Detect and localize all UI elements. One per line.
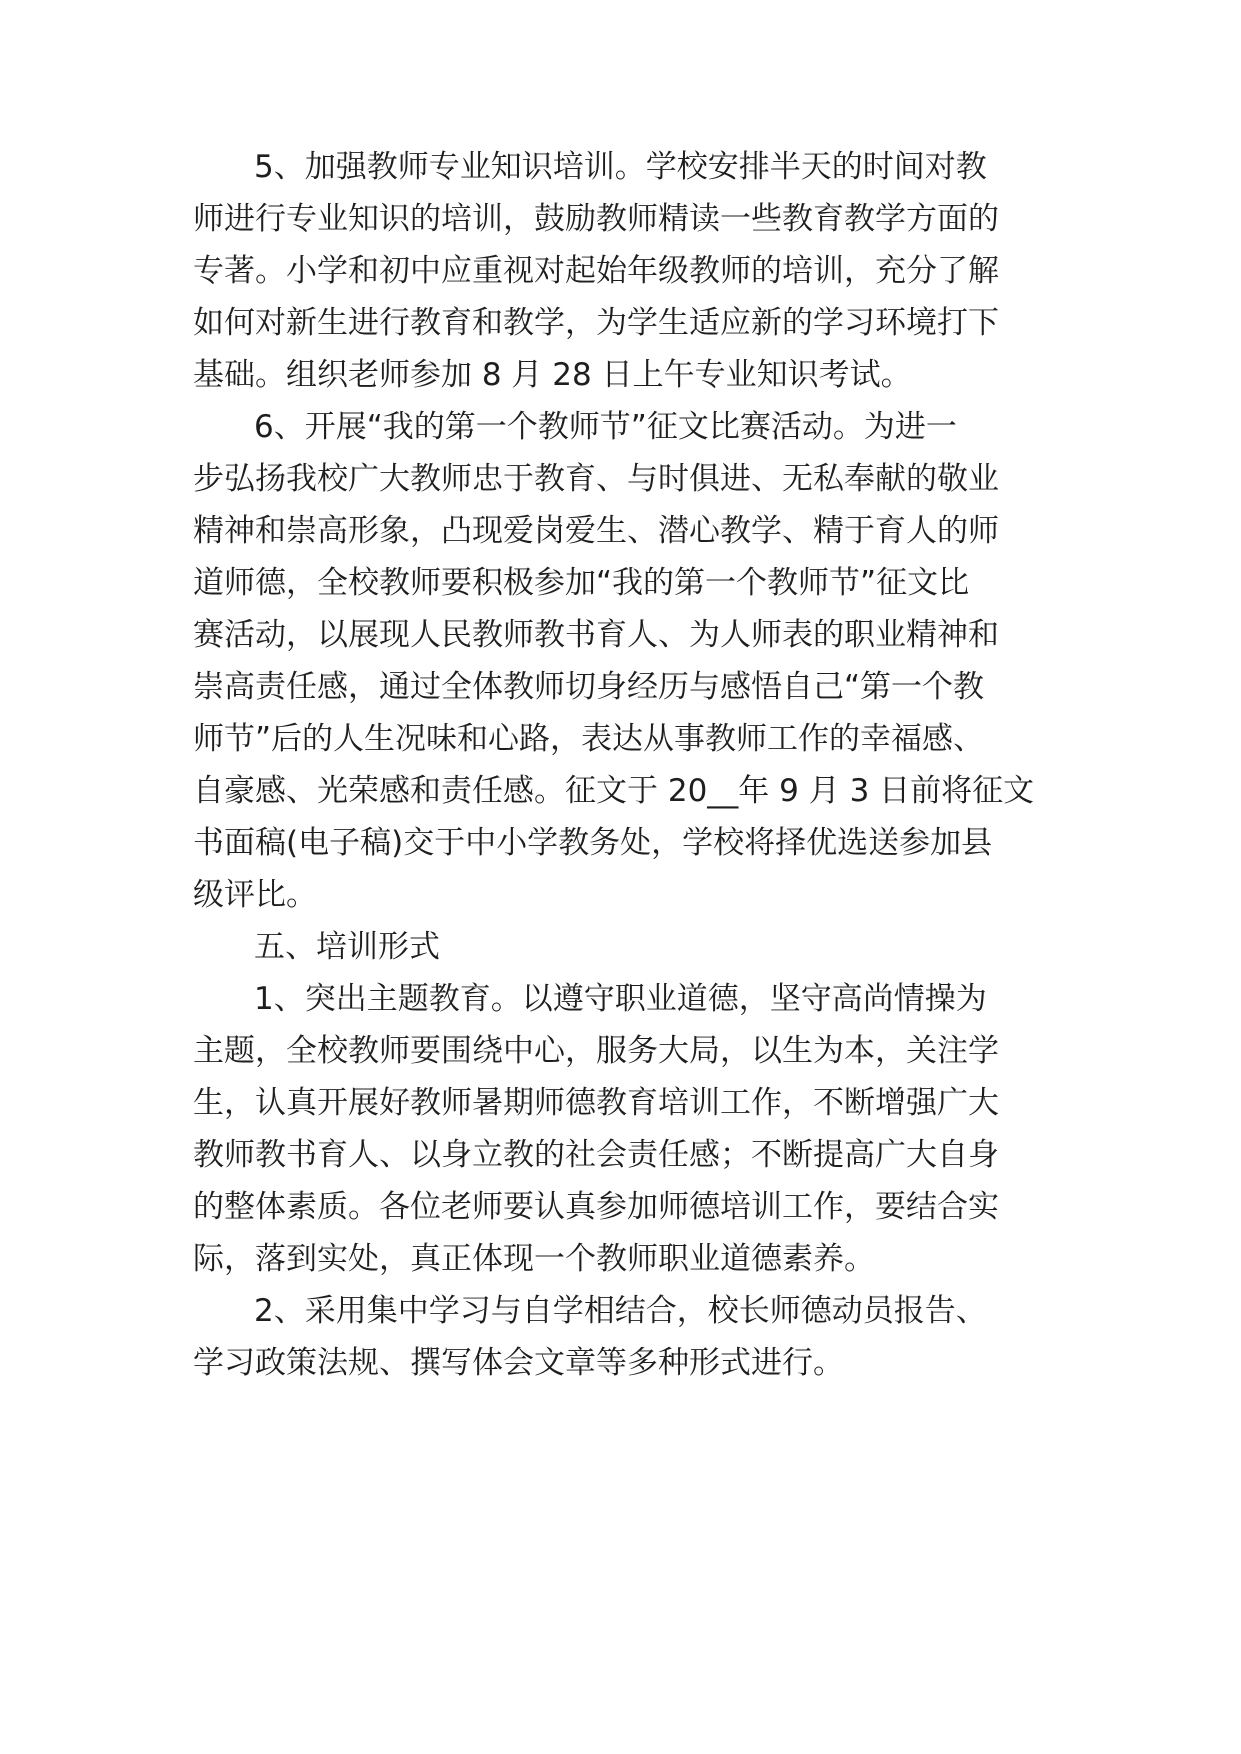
text-line: 际，落到实处，真正体现一个教师职业道德素养。 bbox=[193, 1241, 875, 1277]
text-line: 学习政策法规、撰写体会文章等多种形式进行。 bbox=[193, 1345, 844, 1381]
section-heading: 五、培训形式 bbox=[254, 929, 440, 965]
text-line: 步弘扬我校广大教师忠于教育、与时俱进、无私奉献的敬业 bbox=[193, 461, 999, 497]
text-line: 精神和崇高形象，凸现爱岗爱生、潜心教学、精于育人的师 bbox=[193, 513, 999, 549]
text-line: 教师教书育人、以身立教的社会责任感；不断提高广大自身 bbox=[193, 1137, 999, 1173]
text-line: 主题，全校教师要围绕中心，服务大局，以生为本，关注学 bbox=[193, 1033, 999, 1069]
text-line: 赛活动，以展现人民教师教书育人、为人师表的职业精神和 bbox=[193, 617, 999, 653]
text-line: 专著。小学和初中应重视对起始年级教师的培训，充分了解 bbox=[193, 253, 999, 289]
text-line: 2、采用集中学习与自学相结合，校长师德动员报告、 bbox=[254, 1293, 987, 1329]
text-line: 生，认真开展好教师暑期师德教育培训工作，不断增强广大 bbox=[193, 1085, 999, 1121]
text-line: 如何对新生进行教育和教学，为学生适应新的学习环境打下 bbox=[193, 305, 999, 341]
text-line: 1、突出主题教育。以遵守职业道德，坚守高尚情操为 bbox=[254, 981, 987, 1017]
text-line: 基础。组织老师参加 8 月 28 日上午专业知识考试。 bbox=[193, 357, 912, 393]
text-line: 级评比。 bbox=[193, 877, 317, 913]
text-line: 师节”后的人生况味和心路，表达从事教师工作的幸福感、 bbox=[193, 721, 985, 757]
text-line: 师进行专业知识的培训，鼓励教师精读一些教育教学方面的 bbox=[193, 201, 999, 237]
text-line: 书面稿(电子稿)交于中小学教务处，学校将择优选送参加县 bbox=[193, 825, 993, 861]
text-line: 5、加强教师专业知识培训。学校安排半天的时间对教 bbox=[254, 149, 987, 185]
text-line: 道师德，全校教师要积极参加“我的第一个教师节”征文比 bbox=[193, 565, 970, 601]
text-line: 自豪感、光荣感和责任感。征文于 20__年 9 月 3 日前将征文 bbox=[193, 773, 1035, 809]
text-line: 崇高责任感，通过全体教师切身经历与感悟自己“第一个教 bbox=[193, 669, 985, 705]
text-line: 的整体素质。各位老师要认真参加师德培训工作，要结合实 bbox=[193, 1189, 999, 1225]
text-line: 6、开展“我的第一个教师节”征文比赛活动。为进一 bbox=[254, 409, 957, 445]
